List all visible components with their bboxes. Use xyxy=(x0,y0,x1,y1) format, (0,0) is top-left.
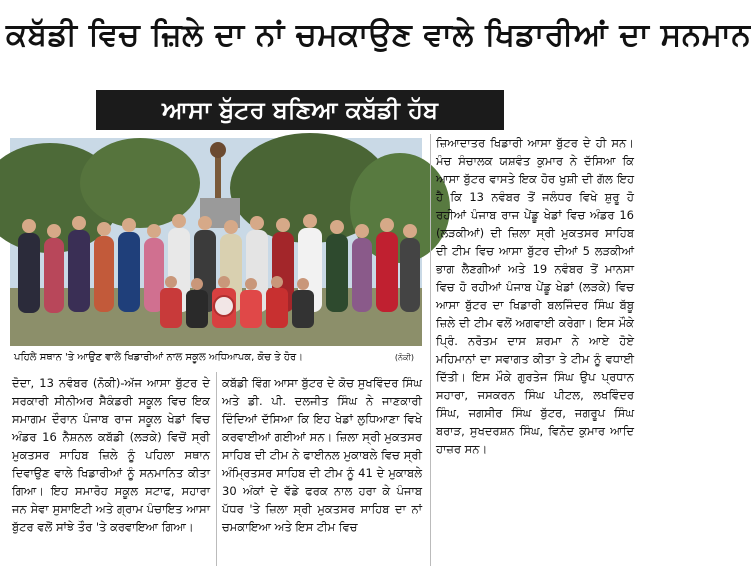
photo-caption xyxy=(14,350,414,366)
headline: ਕਬੱਡੀ ਵਿਚ ਜ਼ਿਲੇ ਦਾ ਨਾਂ ਚਮਕਾਉਣ ਵਾਲੇ ਖਿਡਾਰੀਆਂ ਦਾ ਸਨਮਾਨ xyxy=(6,17,751,53)
column-divider xyxy=(430,134,431,566)
group-photo-illustration xyxy=(10,138,422,346)
photo-credit: (ਨੋਕੀ) xyxy=(394,353,414,362)
column-divider xyxy=(216,372,217,566)
article-paragraph: ਜ਼ਿਆਦਾਤਰ ਖਿਡਾਰੀ ਆਸਾ ਬੁੱਟਰ ਦੇ ਹੀ ਸਨ। ਮੰਚ ਸੰਚਾਲਕ ਯਸ਼ਵੰਤ ਕੁਮਾਰ ਨੇ ਦੱਸਿਆ ਕਿ ਆਸਾ ਬੁੱਟਰ ਵਾਸਤੇ ਇਕ ਹੋਰ ਖੁਸ਼ੀ ਦੀ ਗੱਲ ਇਹ ਹੈ ਕਿ 13 ਨਵੰਬਰ ਤੋਂ ਜਲੰਧਰ ਵਿਖੇ ਸ਼ੁਰੂ ਹੋ ਰਹੀਆਂ ਪੰਜਾਬ ਰਾਜ ਪੇਂਡੂ ਖੇਡਾਂ ਵਿਚ ਅੰਡਰ 16 (ਲੜਕੀਆਂ) ਦੀ ਜ਼ਿਲਾ ਸ੍ਰੀ ਮੁਕਤਸਰ ਸਾਹਿਬ ਦੀ ਟੀਮ ਵਿਚ ਆਸਾ ਬੁੱਟਰ ਦੀਆਂ 5 ਲੜਕੀਆਂ ਭਾਗ ਲੈਣਗੀਆਂ ਅਤੇ 19 ਨਵੰਬਰ ਤੋਂ ਮਾਨਸਾ ਵਿਚ ਹੋ ਰਹੀਆਂ ਪੰਜਾਬ ਪੇਂਡੂ ਖੇਡਾਂ (ਲੜਕੇ) ਵਿਚ ਆਸਾ ਬੁੱਟਰ ਦਾ ਖਿਡਾਰੀ ਬਲਜਿੰਦਰ ਸਿੰਘ ਬੱਬੂ ਜ਼ਿਲੇ ਦੀ ਟੀਮ ਵਲੋਂ ਅਗਵਾਈ ਕਰੇਗਾ। ਇਸ ਮੌਕੇ ਪ੍ਰਿੰ. ਨਰੋਤਮ ਦਾਸ ਸ਼ਰਮਾ ਨੇ ਆਏ ਹੋਏ ਮਹਿਮਾਨਾਂ ਦਾ ਸਵਾਗਤ ਕੀਤਾ ਤੇ ਟੀਮ ਨੂੰ ਵਧਾਈ ਦਿੱਤੀ। ਇਸ ਮੌਕੇ ਗੁਰਤੇਜ ਸਿੰਘ ਉਪ ਪ੍ਰਧਾਨ ਸਹਾਰਾ, ਜਸਕਰਨ ਸਿੰਘ ਪੀਟਲ, ਲਖਵਿੰਦਰ ਸਿੰਘ, ਜਗਸੀਰ ਸਿੰਘ ਬੁੱਟਰ, ਜਗਰੂਪ ਸਿੰਘ ਬਰਾੜ, ਸੁਖਦਰਸ਼ਨ ਸਿੰਘ, ਵਿਨੋਦ ਕੁਮਾਰ ਆਦਿ ਹਾਜ਼ਰ ਸਨ। xyxy=(436,136,634,456)
article-paragraph: ਦੋਦਾ, 13 ਨਵੰਬਰ (ਨੋਕੀ)-ਅੱਜ ਆਸਾ ਬੁੱਟਰ ਦੇ ਸਰਕਾਰੀ ਸੀਨੀਅਰ ਸੈਕੰਡਰੀ ਸਕੂਲ ਵਿਚ ਇਕ ਸਮਾਗਮ ਦੌਰਾਨ ਪੰਜਾਬ ਰਾਜ ਸਕੂਲ ਖੇਡਾਂ ਵਿਚ ਅੰਡਰ 16 ਨੈਸ਼ਨਲ ਕਬੱਡੀ (ਲੜਕੇ) ਵਿਚੋਂ ਸ੍ਰੀ ਮੁਕਤਸਰ ਸਾਹਿਬ ਜ਼ਿਲੇ ਨੂੰ ਪਹਿਲਾ ਸਥਾਨ ਦਿਵਾਉਣ ਵਾਲੇ ਖਿਡਾਰੀਆਂ ਨੂੰ ਸਨਮਾਨਿਤ ਕੀਤਾ ਗਿਆ। ਇਹ ਸਮਾਰੋਹ ਸਕੂਲ ਸਟਾਫ, ਸਹਾਰਾ ਜਨ ਸੇਵਾ ਸੁਸਾਇਟੀ ਅਤੇ ਗ੍ਰਾਮ ਪੰਚਾਇਤ ਆਸਾ ਬੁੱਟਰ ਵਲੋਂ ਸਾਂਝੇ ਤੌਰ 'ਤੇ ਕਰਵਾਇਆ ਗਿਆ। xyxy=(12,376,210,534)
headline-area xyxy=(0,0,751,82)
caption-text: ਪਹਿਲੇ ਸਥਾਨ 'ਤੇ ਆਉਣ ਵਾਲੇ ਖਿਡਾਰੀਆਂ ਨਾਲ ਸਕੂਲ ਅਧਿਆਪਕ, ਕੋਚ ਤੇ ਹੋਰ। xyxy=(14,352,303,363)
article-column-3 xyxy=(436,134,634,568)
subheadline: ਆਸਾ ਬੁੱਟਰ ਬਣਿਆ ਕਬੱਡੀ ਹੱਬ xyxy=(162,96,438,124)
subheadline-box xyxy=(96,90,504,130)
article-paragraph: ਕਬੱਡੀ ਵਿੰਗ ਆਸਾ ਬੁੱਟਰ ਦੇ ਕੋਚ ਸੁਖਵਿੰਦਰ ਸਿੰਘ ਅਤੇ ਡੀ. ਪੀ. ਦਲਜੀਤ ਸਿੰਘ ਨੇ ਜਾਣਕਾਰੀ ਦਿੰਦਿਆਂ ਦੱਸਿਆ ਕਿ ਇਹ ਖੇਡਾਂ ਲੁਧਿਆਣਾ ਵਿਖੇ ਕਰਵਾਈਆਂ ਗਈਆਂ ਸਨ। ਜ਼ਿਲਾ ਸ੍ਰੀ ਮੁਕਤਸਰ ਸਾਹਿਬ ਦੀ ਟੀਮ ਨੇ ਫਾਈਨਲ ਮੁਕਾਬਲੇ ਵਿਚ ਸ੍ਰੀ ਅੰਮ੍ਰਿਤਸਰ ਸਾਹਿਬ ਦੀ ਟੀਮ ਨੂੰ 41 ਦੇ ਮੁਕਾਬਲੇ 30 ਅੰਕਾਂ ਦੇ ਵੱਡੇ ਫਰਕ ਨਾਲ ਹਰਾ ਕੇ ਪੰਜਾਬ ਪੱਧਰ 'ਤੇ ਜ਼ਿਲਾ ਸ੍ਰੀ ਮੁਕਤਸਰ ਸਾਹਿਬ ਦਾ ਨਾਂ ਚਮਕਾਇਆ ਅਤੇ ਇਸ ਟੀਮ ਵਿਚ xyxy=(222,376,422,534)
article-column-2 xyxy=(222,374,422,566)
article-column-1 xyxy=(12,374,210,566)
group-photo xyxy=(10,138,422,346)
